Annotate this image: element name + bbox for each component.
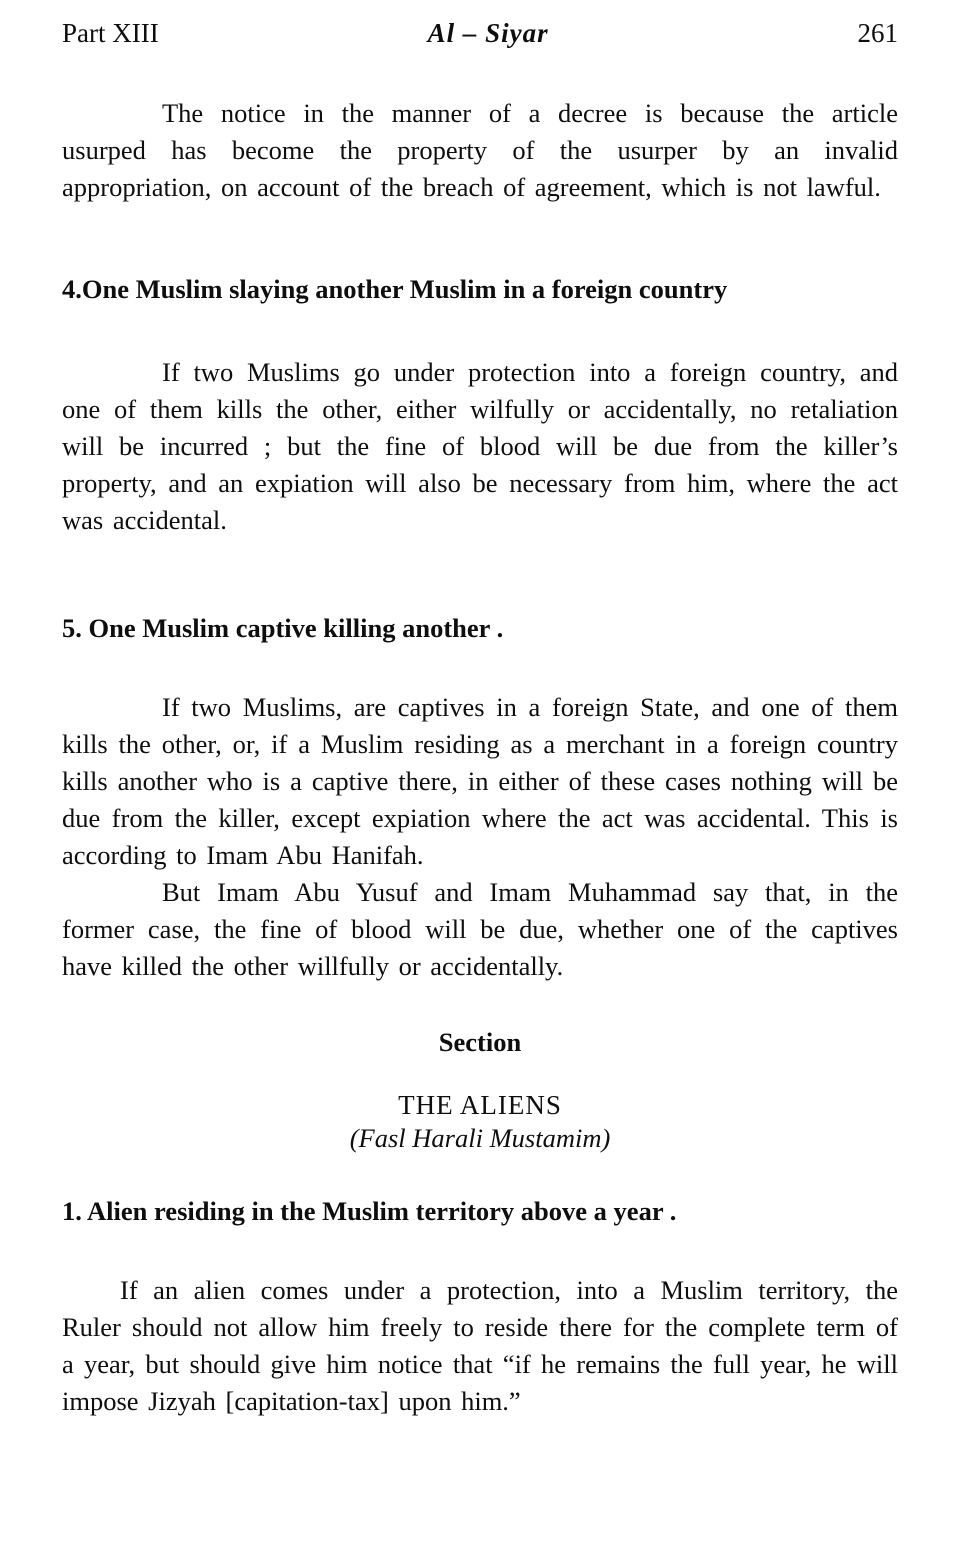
- heading-section-4: 4.One Muslim slaying another Muslim in a foreign country: [62, 274, 728, 304]
- header-part-label: Part XIII: [62, 18, 159, 48]
- heading-section-1: 1. Alien residing in the Muslim territory above a year .: [62, 1196, 677, 1226]
- paragraph-notice-decree: The notice in the manner of a decree is because the article usurped has become the property of the usurper by an invalid appropriation, on account of the breach of agreement, which is not lawful.: [62, 98, 898, 202]
- paragraph-captives-foreign-state: If two Muslims, are captives in a foreign State, and one of them kills the other, or, if a Muslim residing as a merchant in a foreign country kills another who is a captive there, in either of these cases nothing will be due from the killer, except expiation where the act was accidental. This is according to Imam Abu Hanifah.: [62, 692, 898, 870]
- page-header: [62, 18, 898, 49]
- aliens-subtitle: (Fasl Harali Mustamim): [349, 1123, 611, 1153]
- paragraph-alien-residing: If an alien comes under a protection, into a Muslim territory, the Ruler should not allow him freely to reside there for the complete term of a year, but should give him notice that “if he remains the full year, he will impose Jizyah [capitation-tax] upon him.”: [62, 1275, 898, 1416]
- section-label: Section: [438, 1027, 522, 1057]
- paragraph-abu-yusuf-opinion: But Imam Abu Yusuf and Imam Muhammad say that, in the former case, the fine of blood will be due, whether one of the captives have killed the other willfully or accidentally.: [62, 877, 898, 981]
- header-page-number: 261: [857, 18, 898, 48]
- heading-section-5: 5. One Muslim captive killing another .: [62, 613, 504, 643]
- paragraph-two-muslims-protection: If two Muslims go under protection into a foreign country, and one of them kills the other, either wilfully or accidentally, no retaliation will be incurred ; but the fine of blood will be due from the killer’s property, and an expiation will also be necessary from him, where the act was accidental.: [62, 357, 898, 535]
- header-book-title: Al – Siyar: [427, 18, 549, 48]
- aliens-title: THE ALIENS: [398, 1090, 562, 1120]
